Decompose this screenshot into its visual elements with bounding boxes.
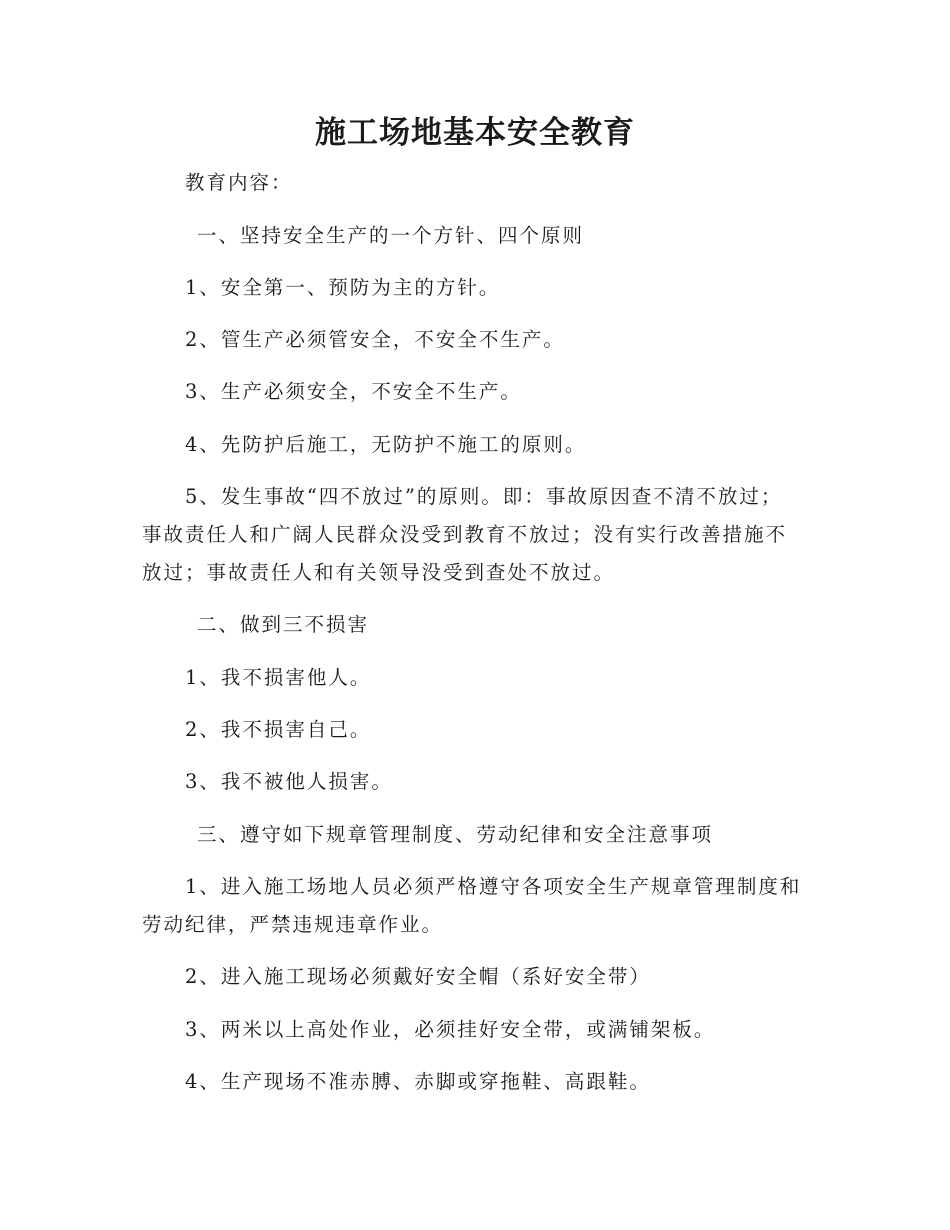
section1-item-4: 4、先防护后施工，无防护不施工的原则。 (185, 433, 587, 456)
section3-item-4: 4、生产现场不准赤膊、赤脚或穿拖鞋、高跟鞋。 (185, 1070, 651, 1093)
section3-item-3: 3、两米以上高处作业，必须挂好安全带，或满铺架板。 (185, 1018, 716, 1041)
section1-item-5-line: 事故责任人和广阔人民群众没受到教育不放过；没有实行改善措施不 (142, 523, 788, 546)
section3-item-1 (142, 872, 810, 940)
section3-item-1-line: 劳动纪律，严禁违规违章作业。 (142, 913, 444, 936)
section2-item-3: 3、我不被他人损害。 (185, 770, 393, 793)
section2-heading: 二、做到三不损害 (197, 613, 370, 636)
section1-item-3: 3、生产必须安全，不安全不生产。 (185, 380, 522, 403)
section2-item-1: 1、我不损害他人。 (185, 666, 372, 689)
section2-item-2: 2、我不损害自己。 (185, 718, 372, 741)
document-title: 施工场地基本安全教育 (315, 115, 635, 151)
section1-item-5-line: 放过；事故责任人和有关领导没受到查处不放过。 (142, 561, 616, 584)
section3-item-1-line: 1、进入施工场地人员必须严格遵守各项安全生产规章管理制度和 (185, 875, 802, 898)
intro-label: 教育内容： (185, 171, 293, 194)
section1-heading: 一、坚持安全生产的一个方针、四个原则 (197, 224, 585, 247)
section1-item-5 (142, 482, 810, 588)
section3-heading: 三、遵守如下规章管理制度、劳动纪律和安全注意事项 (197, 823, 714, 846)
section1-item-2: 2、管生产必须管安全，不安全不生产。 (185, 328, 565, 351)
section3-item-2: 2、进入施工现场必须戴好安全帽（系好安全带） (185, 965, 651, 988)
section1-item-1: 1、安全第一、预防为主的方针。 (185, 276, 501, 299)
section1-item-5-line: 5、发生事故“四不放过”的原则。即：事故原因查不清不放过； (185, 485, 783, 508)
